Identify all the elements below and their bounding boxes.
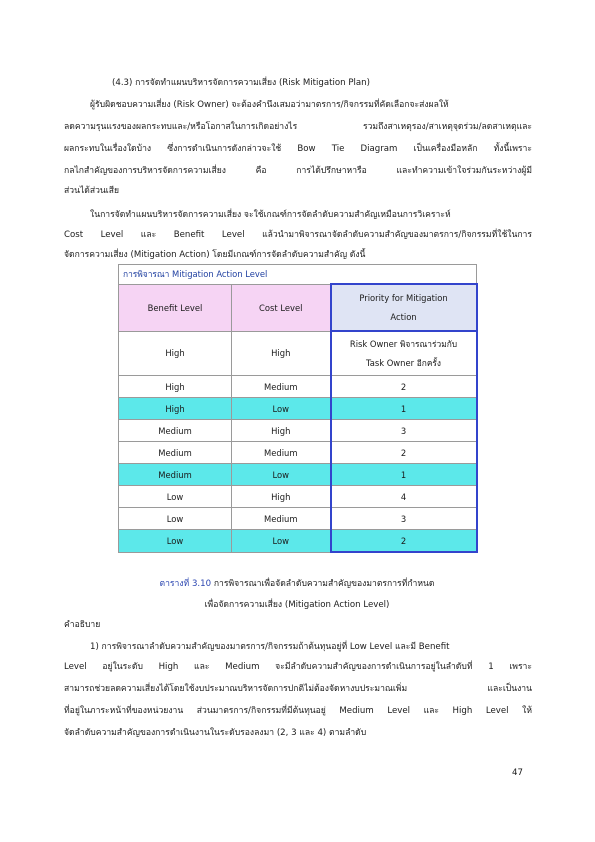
text-line: ที่อยู่ในภาระหน้าที่ของหน่วยงาน ส่วนมาตรการ/กิจกรรมที่มีต้นทุนอยู่ Medium Level และ High Level ให้ xyxy=(64,706,532,716)
table-row xyxy=(119,530,477,553)
table-row xyxy=(119,420,477,442)
header-cost-level: Cost Level xyxy=(232,284,331,331)
page-number: 47 xyxy=(512,768,523,778)
text-line: จัดลำดับความสำคัญของการดำเนินงานในระดับรองลงมา (2, 3 และ 4) ตามลำดับ xyxy=(64,728,367,738)
text-line: Level อยู่ในระดับ High และ Medium จะมีลำดับความสำคัญของการดำเนินการอยู่ในลำดับที่ 1 เพราะ xyxy=(64,662,532,672)
cell-benefit: High xyxy=(119,398,232,420)
header-priority-line: Action xyxy=(390,311,417,322)
header-priority xyxy=(331,284,477,331)
text-line: จัดการความเสี่ยง (Mitigation Action) โดยมีเกณฑ์การจัดลำดับความสำคัญ ดังนี้ xyxy=(64,250,366,260)
cell-benefit: Medium xyxy=(119,420,232,442)
cell-priority-line: Risk Owner พิจารณาร่วมกับ xyxy=(349,338,458,349)
cell-priority: 2 xyxy=(331,442,477,464)
cell-benefit: Medium xyxy=(119,464,232,486)
cell-benefit: Low xyxy=(119,530,232,553)
table-caption: การพิจารณา Mitigation Action Level xyxy=(119,265,477,285)
cell-benefit: Low xyxy=(119,508,232,530)
cell-priority-line: Task Owner อีกครั้ง xyxy=(365,357,442,368)
cell-priority: 1 xyxy=(331,464,477,486)
cell-priority: 2 xyxy=(331,376,477,398)
cell-cost: Low xyxy=(232,530,331,553)
cell-priority: 1 xyxy=(331,398,477,420)
table-row xyxy=(119,398,477,420)
section-heading: (4.3) การจัดทำแผนบริหารจัดการความเสี่ยง (Risk Mitigation Plan) xyxy=(112,78,370,88)
cell-priority: 3 xyxy=(331,508,477,530)
cell-benefit: Low xyxy=(119,486,232,508)
cell-cost: Medium xyxy=(232,508,331,530)
cell-priority xyxy=(331,331,477,376)
table-row xyxy=(119,486,477,508)
cell-cost: High xyxy=(232,331,331,376)
text-line: Cost Level และ Benefit Level แล้วนำมาพิจารณาจัดลำดับความสำคัญของมาตรการ/กิจกรรมที่ใช้ในการ xyxy=(64,230,532,240)
cell-cost: High xyxy=(232,486,331,508)
text-line: ส่วนได้ส่วนเสีย xyxy=(64,186,120,196)
text-line: สามารถช่วยลดความเสี่ยงได้โดยใช้งบประมาณบริหารจัดการปกติไม่ต้องจัดหางบประมาณเพิ่ม และเป็นงาน xyxy=(64,684,532,694)
text-line: ผลกระทบในเรื่องใดบ้าง ซึ่งการดำเนินการดังกล่าวจะใช้ Bow Tie Diagram เป็นเครื่องมือหลัก ทั้งนี้เพราะ xyxy=(64,144,532,154)
header-priority-line: Priority for Mitigation xyxy=(359,292,448,303)
table-number-caption xyxy=(118,576,476,590)
cell-benefit: High xyxy=(119,331,232,376)
table-caption-line2: เพื่อจัดการความเสี่ยง (Mitigation Action Level) xyxy=(204,600,390,610)
cell-cost: Low xyxy=(232,464,331,486)
table-row xyxy=(119,442,477,464)
header-benefit-level: Benefit Level xyxy=(119,284,232,331)
cell-cost: Medium xyxy=(232,442,331,464)
table-number: ตารางที่ 3.10 xyxy=(159,579,212,589)
cell-priority: 2 xyxy=(331,530,477,553)
text-line: ผู้รับผิดชอบความเสี่ยง (Risk Owner) จะต้องคำนึงเสมอว่ามาตรการ/กิจกรรมที่คัดเลือกจะส่งผลให้ xyxy=(90,100,449,110)
cell-benefit: High xyxy=(119,376,232,398)
text-line: 1) การพิจารณาลำดับความสำคัญของมาตรการ/กิจกรรมถ้าต้นทุนอยู่ที่ Low Level และมี Benefit xyxy=(90,642,450,652)
cell-cost: Medium xyxy=(232,376,331,398)
text-line: กลไกสำคัญของการบริหารจัดการความเสี่ยง คือ การได้ปรึกษาหารือ และทำความเข้าใจร่วมกันระหว่างผู้มี xyxy=(64,166,532,176)
cell-benefit: Medium xyxy=(119,442,232,464)
explanation-label: คำอธิบาย xyxy=(64,620,101,630)
table-row xyxy=(119,508,477,530)
text-line: ลดความรุนแรงของผลกระทบและ/หรือโอกาสในการเกิดอย่างไร รวมถึงสาเหตุรอง/สาเหตุจุดร่วม/ลดสาเหตุและ xyxy=(64,122,532,132)
table-row xyxy=(119,464,477,486)
cell-cost: Low xyxy=(232,398,331,420)
cell-cost: High xyxy=(232,420,331,442)
table-row xyxy=(119,376,477,398)
cell-priority: 3 xyxy=(331,420,477,442)
table-row xyxy=(119,331,477,376)
table-caption-line1: การพิจารณาเพื่อจัดลำดับความสำคัญของมาตรการที่กำหนด xyxy=(213,579,435,589)
cell-priority: 4 xyxy=(331,486,477,508)
mitigation-action-table xyxy=(118,264,478,553)
text-line: ในการจัดทำแผนบริหารจัดการความเสี่ยง จะใช้เกณฑ์การจัดลำดับความสำคัญเหมือนการวิเคราะห์ xyxy=(90,210,451,220)
